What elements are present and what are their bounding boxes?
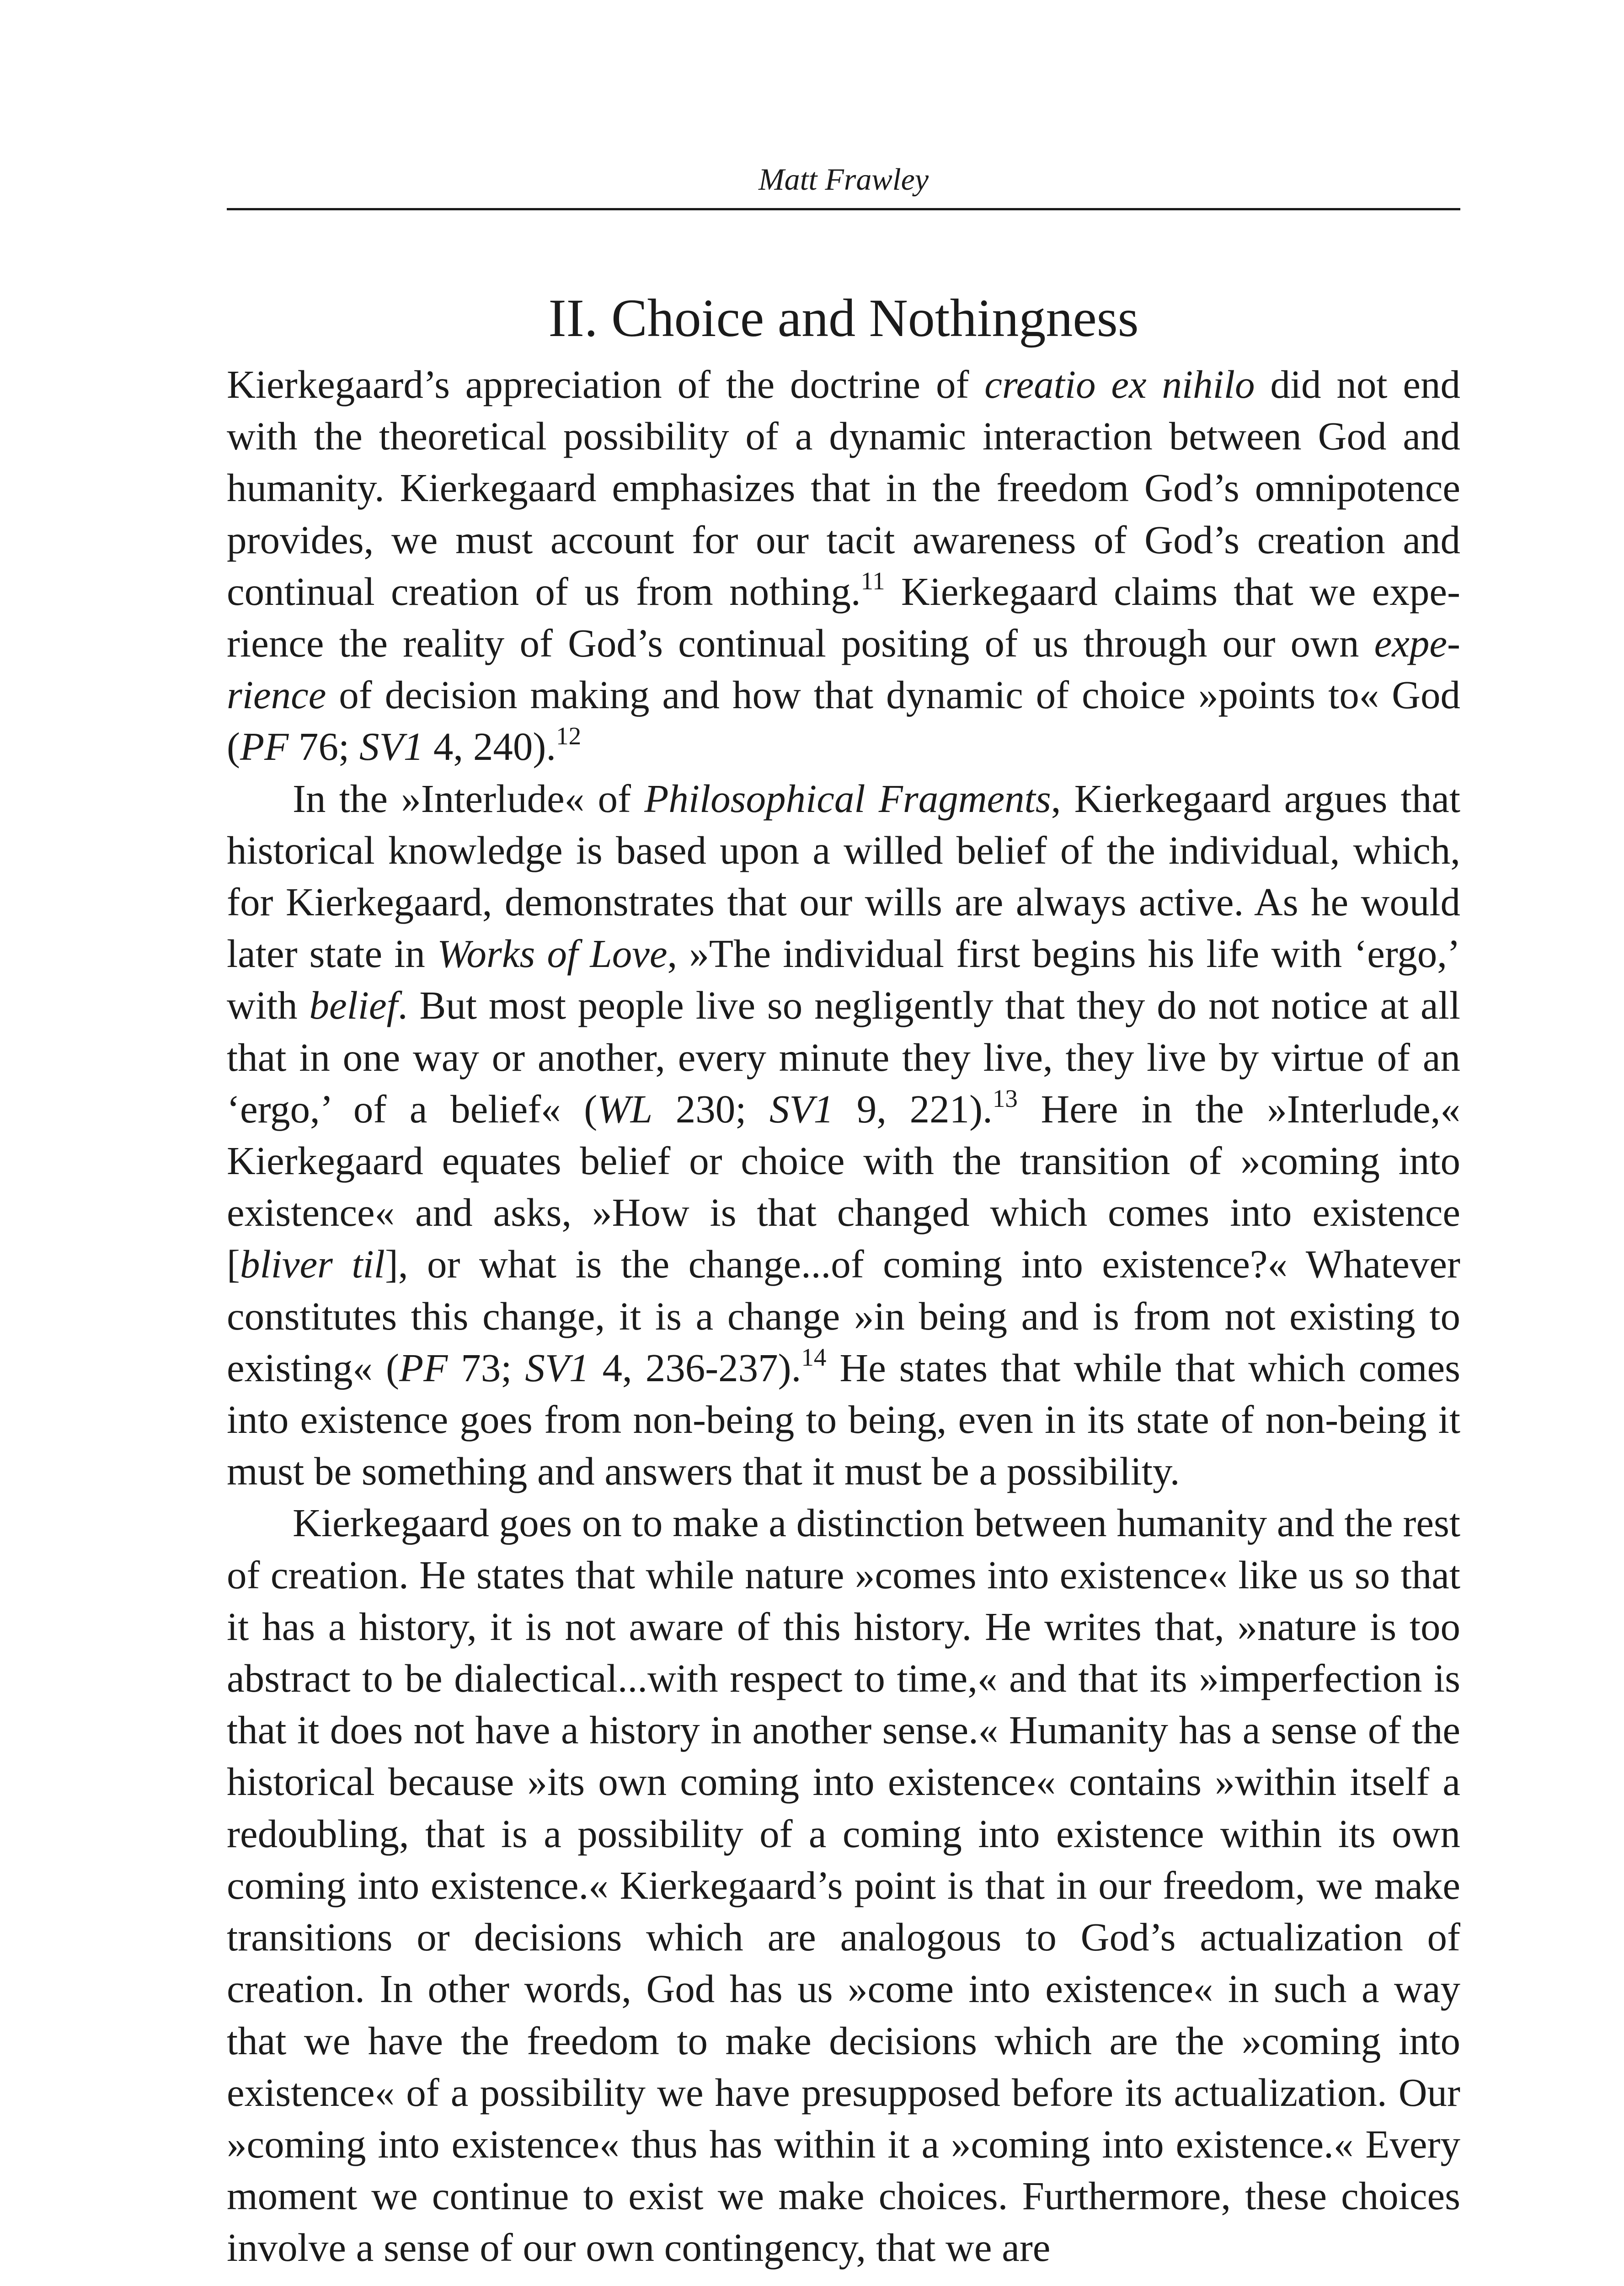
p1-text-1: Kierkegaard’s appreciation of the doctrine of — [227, 362, 985, 406]
p2-italic-wl: WL — [597, 1086, 653, 1131]
p2-italic-belief: belief — [309, 983, 398, 1028]
p1-text-3: Kierkegaard claims that we experience the reality of God’s continual positing of us through our own — [227, 569, 1460, 666]
paragraph-3: Kierkegaard goes on to make a distinction between humanity and the rest of creation. He states that while nature »comes into existence« like us so that it has a history, it is not aware of this history. He writes that, »nature is too abstract to be dialectical...with respect to time,« and that its »imperfection is that it does not have a history in another sense.« Humanity has a sense of the historical because »its own coming into existence« contains »within itself a redoubling, that is a possibility of a coming into existence within its own coming into existence.« Kierkegaard’s point is that in our freedom, we make transitions or decisions which are analogous to God’s actualization of creation. In other words, God has us »come into existence« in such a way that we have the freedom to make decisions which are the »coming into existence« of a possibility we have presupposed before its actualization. Our »coming into existence« thus has within it a »coming into existence.« Every moment we continue to exist we make choices. Furthermore, these choices involve a sense of our own contingency, that we are — [227, 1501, 1460, 2270]
paragraph-2 — [227, 773, 1460, 1497]
p2-text-8: ], or what is the change...of coming into existence?« Whatever constitutes this change, it is a change »in being and is from not existing to existing« ( — [227, 1242, 1460, 1390]
p1-italic-experience: experience — [227, 621, 1460, 717]
body-text — [227, 358, 1460, 2274]
p2-italic-fragments: Philosophical Fragments — [644, 776, 1051, 821]
p2-text-5: 230; — [652, 1086, 769, 1131]
paragraph-1 — [227, 358, 1460, 773]
p2-italic-sv1-b: SV1 — [525, 1345, 589, 1390]
header-rule — [227, 208, 1460, 210]
p2-text-11: He states that while that which comes into existence goes from non-being to being, even in its state of non-being it must be something and answers that it must be a possibility. — [227, 1345, 1460, 1494]
p1-text-2: did not end with the theoretical possibility of a dynamic interaction between God and humanity. Kierkegaard emphasizes that in the freedom God’s omnipotence provides, we must account for our tacit awareness of God’s creation and continual creation of us from nothing. — [227, 362, 1460, 614]
p1-text-4: of decision making and how that dynamic of choice »points to« God ( — [227, 673, 1460, 769]
p2-italic-sv1-a: SV1 — [769, 1086, 834, 1131]
p2-text-4: . But most people live so negligently that they do not notice at all that in one way or another, every minute they live, they live by virtue of an ‘ergo,’ of a belief« ( — [227, 983, 1460, 1131]
p1-italic-sv1: SV1 — [359, 724, 424, 769]
p2-text-9: 73; — [448, 1345, 525, 1390]
p2-text-1: In the »Interlude« of — [293, 776, 645, 821]
p2-text-7: Here in the »Interlude,« Kierkegaard equates belief or choice with the transition of »coming into existence« and asks, »How is that changed which comes into existence [ — [227, 1086, 1460, 1287]
p2-text-6: 9, 221). — [833, 1086, 993, 1131]
p1-text-6: 4, 240). — [423, 724, 556, 769]
p2-italic-bliver-til: bliver til — [240, 1242, 385, 1287]
p2-text-3: , »The individual first begins his life with ‘ergo,’ with — [227, 931, 1460, 1028]
running-head: Matt Frawley — [758, 162, 929, 197]
p2-italic-pf: PF — [399, 1345, 448, 1390]
p1-italic-creatio: creatio ex nihilo — [984, 362, 1255, 406]
p2-text-10: 4, 236-237). — [589, 1345, 801, 1390]
footnote-ref-12: 12 — [556, 722, 582, 750]
section-heading: II. Choice and Nothingness — [548, 288, 1139, 348]
p1-italic-pf: PF — [240, 724, 289, 769]
p2-text-2: , Kierkegaard argues that historical knowledge is based upon a willed belief of the individual, which, for Kierkegaard, demonstrates that our wills are always active. As he would later state in — [227, 776, 1460, 976]
p2-italic-works-of-love: Works of Love — [437, 931, 668, 976]
footnote-ref-14: 14 — [801, 1343, 827, 1371]
p1-text-5: 76; — [288, 724, 359, 769]
footnote-ref-13: 13 — [992, 1084, 1018, 1112]
footnote-ref-11: 11 — [860, 566, 885, 595]
